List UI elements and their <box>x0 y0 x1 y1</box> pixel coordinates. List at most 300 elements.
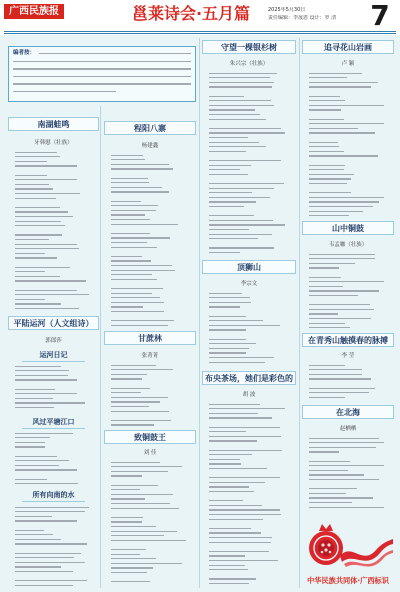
text-line <box>209 77 270 78</box>
text-line <box>15 456 57 457</box>
text-line <box>111 237 170 238</box>
text-line <box>309 318 371 319</box>
text-line <box>15 543 87 544</box>
text-line <box>15 299 45 300</box>
text-line <box>309 290 379 291</box>
text-line <box>15 294 89 295</box>
text-line <box>209 146 266 147</box>
poem-author: 杨建鑫 <box>141 143 159 149</box>
text-line <box>111 397 168 398</box>
text-line <box>209 436 281 437</box>
text-line <box>15 211 68 212</box>
text-line <box>209 514 281 515</box>
text-line <box>309 105 384 106</box>
text-line <box>209 109 255 110</box>
text-line <box>111 201 141 202</box>
text-line <box>209 450 282 451</box>
text-line <box>15 516 52 517</box>
text-line <box>209 302 251 303</box>
text-line <box>209 565 245 566</box>
text-line <box>15 442 45 443</box>
text-line <box>111 210 156 211</box>
column-4 <box>302 0 394 592</box>
text-line <box>15 511 85 512</box>
text-line <box>15 530 44 531</box>
editor-credits: 责任编辑：李晟恩 设计：罗 清 <box>268 15 337 21</box>
text-line <box>209 169 240 170</box>
text-line <box>111 182 149 183</box>
poem-body <box>111 363 192 428</box>
text-line <box>111 178 148 179</box>
text-line <box>209 201 256 202</box>
text-line <box>209 105 274 106</box>
text-line <box>309 174 354 175</box>
text-line <box>209 427 280 428</box>
text-line <box>309 215 349 216</box>
text-line <box>309 374 362 375</box>
text-line <box>111 233 150 234</box>
text-line <box>309 165 345 166</box>
text-line <box>15 248 79 249</box>
text-line <box>111 535 164 536</box>
poem-author: 牙韩慰（壮族） <box>34 140 73 146</box>
text-line <box>15 460 69 461</box>
text-line <box>209 73 277 74</box>
text-line <box>309 142 338 143</box>
poem-title: 追寻花山岩画 <box>302 40 394 54</box>
text-line <box>15 393 77 394</box>
poem-title: 致铜鼓王 <box>104 430 196 444</box>
text-line <box>111 424 154 425</box>
text-line <box>111 159 145 160</box>
text-line <box>209 142 259 143</box>
text-line <box>15 152 57 153</box>
column-divider <box>199 38 200 588</box>
text-line <box>309 183 347 184</box>
text-line <box>111 494 173 495</box>
text-line <box>111 498 145 499</box>
text-line <box>111 369 173 370</box>
text-line <box>209 431 246 432</box>
text-line <box>111 205 158 206</box>
text-line <box>209 151 246 152</box>
text-line <box>111 558 156 559</box>
text-line <box>309 206 373 207</box>
pomegranate-emblem-icon <box>302 512 394 574</box>
text-line <box>309 211 363 212</box>
text-line <box>15 257 57 258</box>
text-line <box>111 279 157 280</box>
text-line <box>209 197 270 198</box>
poem-part-title: 运河日记 <box>22 349 85 362</box>
text-line <box>209 569 248 570</box>
text-line <box>209 229 249 230</box>
text-line <box>209 468 267 469</box>
text-line <box>111 270 175 271</box>
text-line <box>309 286 343 287</box>
poem-body <box>309 252 390 331</box>
text-line <box>111 325 168 326</box>
poem-author: 韦孟咖（壮族） <box>328 242 368 248</box>
text-line <box>309 100 345 101</box>
text-line <box>15 179 77 180</box>
text-line <box>309 132 375 133</box>
text-line <box>309 369 362 370</box>
poem-title: 守望一棵银杉树 <box>202 40 296 54</box>
text-line <box>309 493 346 494</box>
text-line <box>15 437 50 438</box>
text-line <box>15 193 80 194</box>
column-2 <box>104 0 196 592</box>
text-line <box>209 583 249 584</box>
text-line <box>111 503 170 504</box>
column-divider <box>299 38 300 588</box>
text-line <box>111 378 142 379</box>
text-line <box>111 572 147 573</box>
text-line <box>209 404 260 405</box>
text-line <box>111 489 140 490</box>
text-line <box>309 447 376 448</box>
text-line <box>209 137 248 138</box>
text-line <box>309 281 384 282</box>
text-line <box>309 474 364 475</box>
poem-author: 胡 波 <box>242 392 256 398</box>
text-line <box>111 224 178 225</box>
text-line <box>209 413 258 414</box>
text-line <box>111 554 140 555</box>
poem-title: 南湖蛙鸣 <box>8 117 99 131</box>
text-line <box>15 161 47 162</box>
text-line <box>111 164 169 165</box>
text-line <box>111 219 150 220</box>
text-line <box>111 374 147 375</box>
text-line <box>111 485 158 486</box>
text-line <box>209 477 280 478</box>
poem-body <box>15 505 95 588</box>
text-line <box>209 417 272 418</box>
text-line <box>15 571 73 572</box>
text-line <box>15 585 73 586</box>
poem-author: 赵栖栖 <box>339 426 357 432</box>
text-line <box>309 254 375 255</box>
poem-part-title: 所有向南的水 <box>22 489 85 502</box>
text-line <box>111 392 141 393</box>
text-line <box>15 534 53 535</box>
text-line <box>309 470 348 471</box>
pomegranate-icon <box>309 524 343 565</box>
text-line <box>111 581 150 582</box>
text-line <box>15 267 70 268</box>
poem-author: 郭郎莎 <box>45 338 62 344</box>
text-line <box>111 475 142 476</box>
poem-body <box>209 402 292 588</box>
text-line <box>111 411 169 412</box>
poem-body <box>209 291 292 369</box>
text-line <box>15 389 55 390</box>
text-line <box>15 165 77 166</box>
text-line <box>209 132 285 133</box>
column-1 <box>8 0 99 592</box>
editor-note-lead: 编者按： <box>13 50 36 56</box>
text-line <box>15 557 74 558</box>
text-line <box>209 482 265 483</box>
text-line <box>209 519 263 520</box>
text-line <box>209 542 271 543</box>
poem-body <box>309 71 390 219</box>
text-line <box>309 96 340 97</box>
text-line <box>15 465 59 466</box>
poem-body <box>111 460 192 588</box>
poem-author: 李宗文 <box>240 281 258 287</box>
text-line <box>15 244 77 245</box>
text-line <box>15 375 68 376</box>
text-line <box>15 308 79 309</box>
text-line <box>309 155 378 156</box>
text-line <box>15 479 47 480</box>
text-line <box>209 114 260 115</box>
text-line <box>209 509 280 510</box>
text-line <box>111 311 164 312</box>
text-line <box>15 280 86 281</box>
text-line <box>209 500 243 501</box>
text-line <box>15 402 85 403</box>
text-line <box>15 520 77 521</box>
text-line <box>309 378 371 379</box>
text-line <box>111 521 142 522</box>
poem-title: 甘蔗林 <box>104 331 196 345</box>
poem-title: 布央茶场，她们是彩色的 <box>202 371 296 385</box>
text-line <box>209 343 256 344</box>
text-line <box>309 258 375 259</box>
text-line <box>309 442 384 443</box>
text-line <box>111 306 143 307</box>
text-line <box>209 297 250 298</box>
text-line <box>209 408 285 409</box>
text-line <box>309 192 351 193</box>
text-line <box>209 325 280 326</box>
text-line <box>309 397 345 398</box>
ribbon-graphic <box>340 539 393 562</box>
text-line <box>309 309 374 310</box>
poem-title: 在青秀山触摸春的脉搏 <box>302 333 394 347</box>
text-line <box>309 507 384 508</box>
poem-title: 平陆运河（人文组诗） <box>8 316 99 330</box>
text-line <box>209 348 249 349</box>
text-line <box>209 238 258 239</box>
text-line <box>309 277 341 278</box>
text-line <box>309 392 369 393</box>
text-line <box>209 252 240 253</box>
text-line <box>209 560 278 561</box>
text-line <box>309 263 355 264</box>
text-line <box>15 580 87 581</box>
text-line <box>15 469 77 470</box>
text-line <box>209 119 266 120</box>
text-line <box>15 290 77 291</box>
text-line <box>209 82 274 83</box>
text-line <box>309 73 362 74</box>
text-line <box>309 109 341 110</box>
text-line <box>209 100 271 101</box>
text-line <box>209 224 285 225</box>
text-line <box>111 462 160 463</box>
text-line <box>111 293 152 294</box>
text-line <box>15 234 62 235</box>
poem-title: 山中铜鼓 <box>302 221 394 235</box>
text-line <box>309 365 345 366</box>
text-line <box>209 528 251 529</box>
text-line <box>15 483 78 484</box>
text-line <box>209 491 254 492</box>
text-line <box>15 207 60 208</box>
text-line <box>209 220 273 221</box>
text-line <box>309 304 370 305</box>
text-line <box>209 306 240 307</box>
poem-body <box>111 153 192 328</box>
text-line <box>209 160 281 161</box>
text-line <box>15 379 77 380</box>
text-line <box>111 517 143 518</box>
text-line <box>209 578 256 579</box>
poem-title: 程阳八寨 <box>104 121 196 135</box>
text-line <box>111 567 153 568</box>
text-line <box>209 463 241 464</box>
text-line <box>15 566 61 567</box>
poem-body <box>309 363 390 403</box>
text-line <box>15 507 89 508</box>
text-line <box>309 497 373 498</box>
text-line <box>309 438 379 439</box>
text-line <box>309 313 338 314</box>
text-line <box>209 86 272 87</box>
text-line <box>15 221 61 222</box>
poem-body <box>15 364 95 414</box>
text-line <box>209 247 274 248</box>
poem-author: 卢 颖 <box>341 61 355 67</box>
text-line <box>15 446 45 447</box>
poem-author: 李 莹 <box>341 353 355 359</box>
text-line <box>309 82 378 83</box>
text-line <box>15 175 47 176</box>
text-line <box>309 197 384 198</box>
text-line <box>111 420 171 421</box>
text-line <box>309 178 351 179</box>
text-line <box>309 461 350 462</box>
text-line <box>111 563 182 564</box>
text-line <box>15 276 60 277</box>
text-line <box>111 401 160 402</box>
text-line <box>309 479 379 480</box>
poem-title: 顶狮山 <box>202 260 296 274</box>
text-line <box>209 128 281 129</box>
text-line <box>209 454 252 455</box>
text-line <box>111 466 182 467</box>
text-line <box>111 320 174 321</box>
text-line <box>111 260 151 261</box>
text-line <box>209 165 251 166</box>
poem-body <box>15 150 95 314</box>
newspaper-name: 广西民族报 <box>4 4 64 19</box>
text-line <box>209 206 244 207</box>
text-line <box>111 274 152 275</box>
text-line <box>111 242 147 243</box>
text-line <box>111 155 143 156</box>
text-line <box>309 169 344 170</box>
text-line <box>15 539 61 540</box>
text-line <box>309 128 358 129</box>
text-line <box>209 293 242 294</box>
text-line <box>209 532 261 533</box>
text-line <box>15 562 85 563</box>
text-line <box>209 362 265 363</box>
poem-author: 朱兴宗（壮族） <box>229 61 269 67</box>
text-line <box>111 526 156 527</box>
text-line <box>209 459 240 460</box>
text-line <box>209 192 252 193</box>
text-line <box>209 174 248 175</box>
text-line <box>309 123 384 124</box>
page-number: 7 <box>370 0 390 32</box>
text-line <box>111 214 145 215</box>
text-line <box>15 303 61 304</box>
text-line <box>15 216 73 217</box>
text-line <box>15 184 49 185</box>
text-line <box>309 295 358 296</box>
text-line <box>209 537 272 538</box>
text-line <box>209 440 257 441</box>
text-line <box>111 508 179 509</box>
text-line <box>111 191 169 192</box>
issue-date: 2025年5月30日 <box>268 7 306 13</box>
text-line <box>309 465 384 466</box>
text-line <box>15 225 65 226</box>
poem-author: 张菁菁 <box>141 353 159 359</box>
text-line <box>111 168 173 169</box>
text-line <box>15 366 61 367</box>
text-line <box>209 215 254 216</box>
text-line <box>111 365 156 366</box>
text-line <box>111 406 149 407</box>
text-line <box>111 549 146 550</box>
poem-body <box>15 431 95 487</box>
text-line <box>209 234 272 235</box>
text-line <box>209 316 246 317</box>
text-line <box>111 265 172 266</box>
text-line <box>209 320 263 321</box>
text-line <box>15 253 45 254</box>
text-line <box>111 471 168 472</box>
text-line <box>209 183 284 184</box>
text-line <box>15 198 56 199</box>
poem-author: 刘 佳 <box>143 450 157 456</box>
text-line <box>111 297 160 298</box>
text-line <box>15 156 60 157</box>
poem-title: 在北海 <box>302 405 394 419</box>
text-line <box>309 201 379 202</box>
text-line <box>309 151 344 152</box>
text-line <box>15 553 81 554</box>
text-line <box>309 323 345 324</box>
text-line <box>15 398 53 399</box>
text-line <box>209 505 262 506</box>
text-line <box>309 388 375 389</box>
column-3 <box>202 0 296 592</box>
column-divider <box>100 106 101 588</box>
text-line <box>209 188 274 189</box>
text-line <box>111 256 142 257</box>
page-title: 邕莱诗会·五月篇 <box>131 4 251 23</box>
text-line <box>111 388 150 389</box>
